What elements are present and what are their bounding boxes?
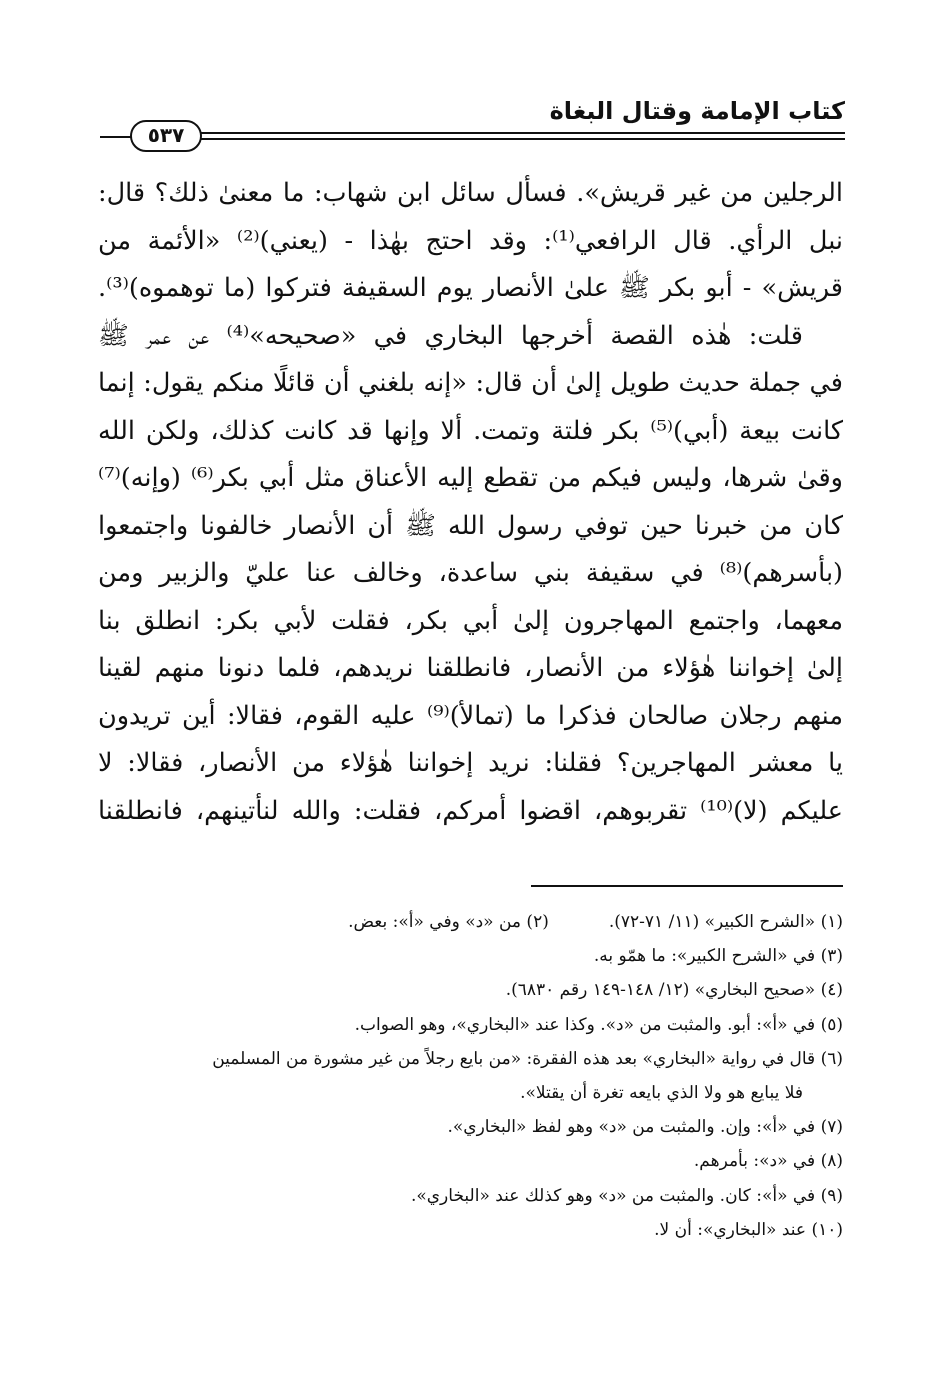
body-line: كانت بيعة (أبي)⁽⁵⁾ بكر فلتة وتمت. ألا وإنها قد كانت كذلك، ولكن الله — [98, 415, 843, 446]
body-line: الرجلين من غير قريش». فسأل سائل ابن شهاب: ما معنىٰ ذلك؟ قال: — [98, 178, 843, 208]
footnote-10: (١٠) عند «البخاري»: أن لا. — [654, 1219, 843, 1240]
footnote-7: (٧) في «أ»: وإن. والمثبت من «د» وهو لفظ «البخاري». — [447, 1117, 843, 1138]
footnote-row — [98, 905, 843, 939]
body-line: معهما، واجتمع المهاجرون إلىٰ أبي بكر، فقلت لأبي بكر: انطلق بنا — [98, 605, 843, 636]
header-rule-left — [100, 136, 132, 138]
body-line: وقىٰ شرها، وليس فيكم من تقطع إليه الأعناق مثل أبي بكر⁽⁶⁾ (وإنه)⁽⁷⁾ — [98, 463, 843, 493]
body-line: قريش» - أبو بكر ﷺ علىٰ الأنصار يوم السقيفة فتركوا (ما توهموه)⁽³⁾. — [98, 273, 843, 303]
footnote-1: (١) «الشرح الكبير» (١١/ ٧١-٧٢). — [608, 912, 843, 932]
body-line: عليكم (لا)⁽¹⁰⁾ تقربوهم، اقضوا أمركم، فقلت: والله لنأتينهم، فانطلقنا — [98, 795, 843, 826]
main-body-text — [98, 170, 843, 835]
header-rule-bottom — [200, 138, 845, 140]
footnotes — [98, 905, 843, 1247]
footnote-2: (٢) من «د» وفي «أ»: بعض. — [348, 912, 549, 932]
footnote-6-line-1: (٦) قال في رواية «البخاري» بعد هذه الفقرة: «من بايع رجلاً من غير مشورة من المسلمين — [212, 1048, 843, 1069]
body-line: (بأسرهم)⁽⁸⁾ في سقيفة بني ساعدة، وخالف عنا عليّ والزبير ومن — [98, 558, 843, 588]
footnote-9: (٩) في «أ»: كان. والمثبت من «د» وهو كذلك عند «البخاري». — [410, 1185, 843, 1206]
body-line: نبل الرأي. قال الرافعي⁽¹⁾: وقد احتج بهٰذا - (يعني)⁽²⁾ «الأئمة من — [98, 225, 843, 256]
body-line: كان من خبرنا حين توفي رسول الله ﷺ أن الأنصار خالفونا واجتمعوا — [98, 510, 843, 541]
running-header-title: كتاب الإمامة وقتال البغاة — [549, 97, 845, 125]
footnote-3: (٣) في «الشرح الكبير»: ما همّو به. — [593, 946, 843, 967]
footnote-separator — [531, 885, 843, 887]
page-number: ٥٣٧ — [130, 120, 202, 152]
header-rule-top — [200, 132, 845, 134]
body-line: منهم رجلان صالحان فذكرا ما (تمالأ)⁽⁹⁾ عليه القوم، فقالا: أين تريدون — [98, 700, 843, 731]
body-line: قلت: هٰذه القصة أخرجها البخاري في «صحيحه»⁽⁴⁾ عن عمر ﷺ — [98, 320, 803, 351]
footnote-8: (٨) في «د»: بأمرهم. — [693, 1151, 843, 1172]
body-line: يا معشر المهاجرين؟ فقلنا: نريد إخواننا هٰؤلاء من الأنصار، فقالا: لا — [98, 748, 843, 778]
footnote-5: (٥) في «أ»: أبو. والمثبت من «د». وكذا عند «البخاري»، وهو الصواب. — [354, 1014, 843, 1035]
footnote-6-line-2: فلا يبايع هو ولا الذي بايعه تغرة أن يقتلا». — [520, 1083, 803, 1104]
body-line: إلىٰ إخواننا هٰؤلاء من الأنصار، فانطلقنا نريدهم، فلما دنونا منهم لقينا — [98, 653, 843, 683]
body-line: في جملة حديث طويل إلىٰ أن قال: «إنه بلغني أن قائلًا منكم يقول: إنما — [98, 368, 843, 398]
footnote-4: (٤) «صحيح البخاري» (١٢/ ١٤٨-١٤٩ رقم ٦٨٣٠). — [505, 980, 843, 1001]
